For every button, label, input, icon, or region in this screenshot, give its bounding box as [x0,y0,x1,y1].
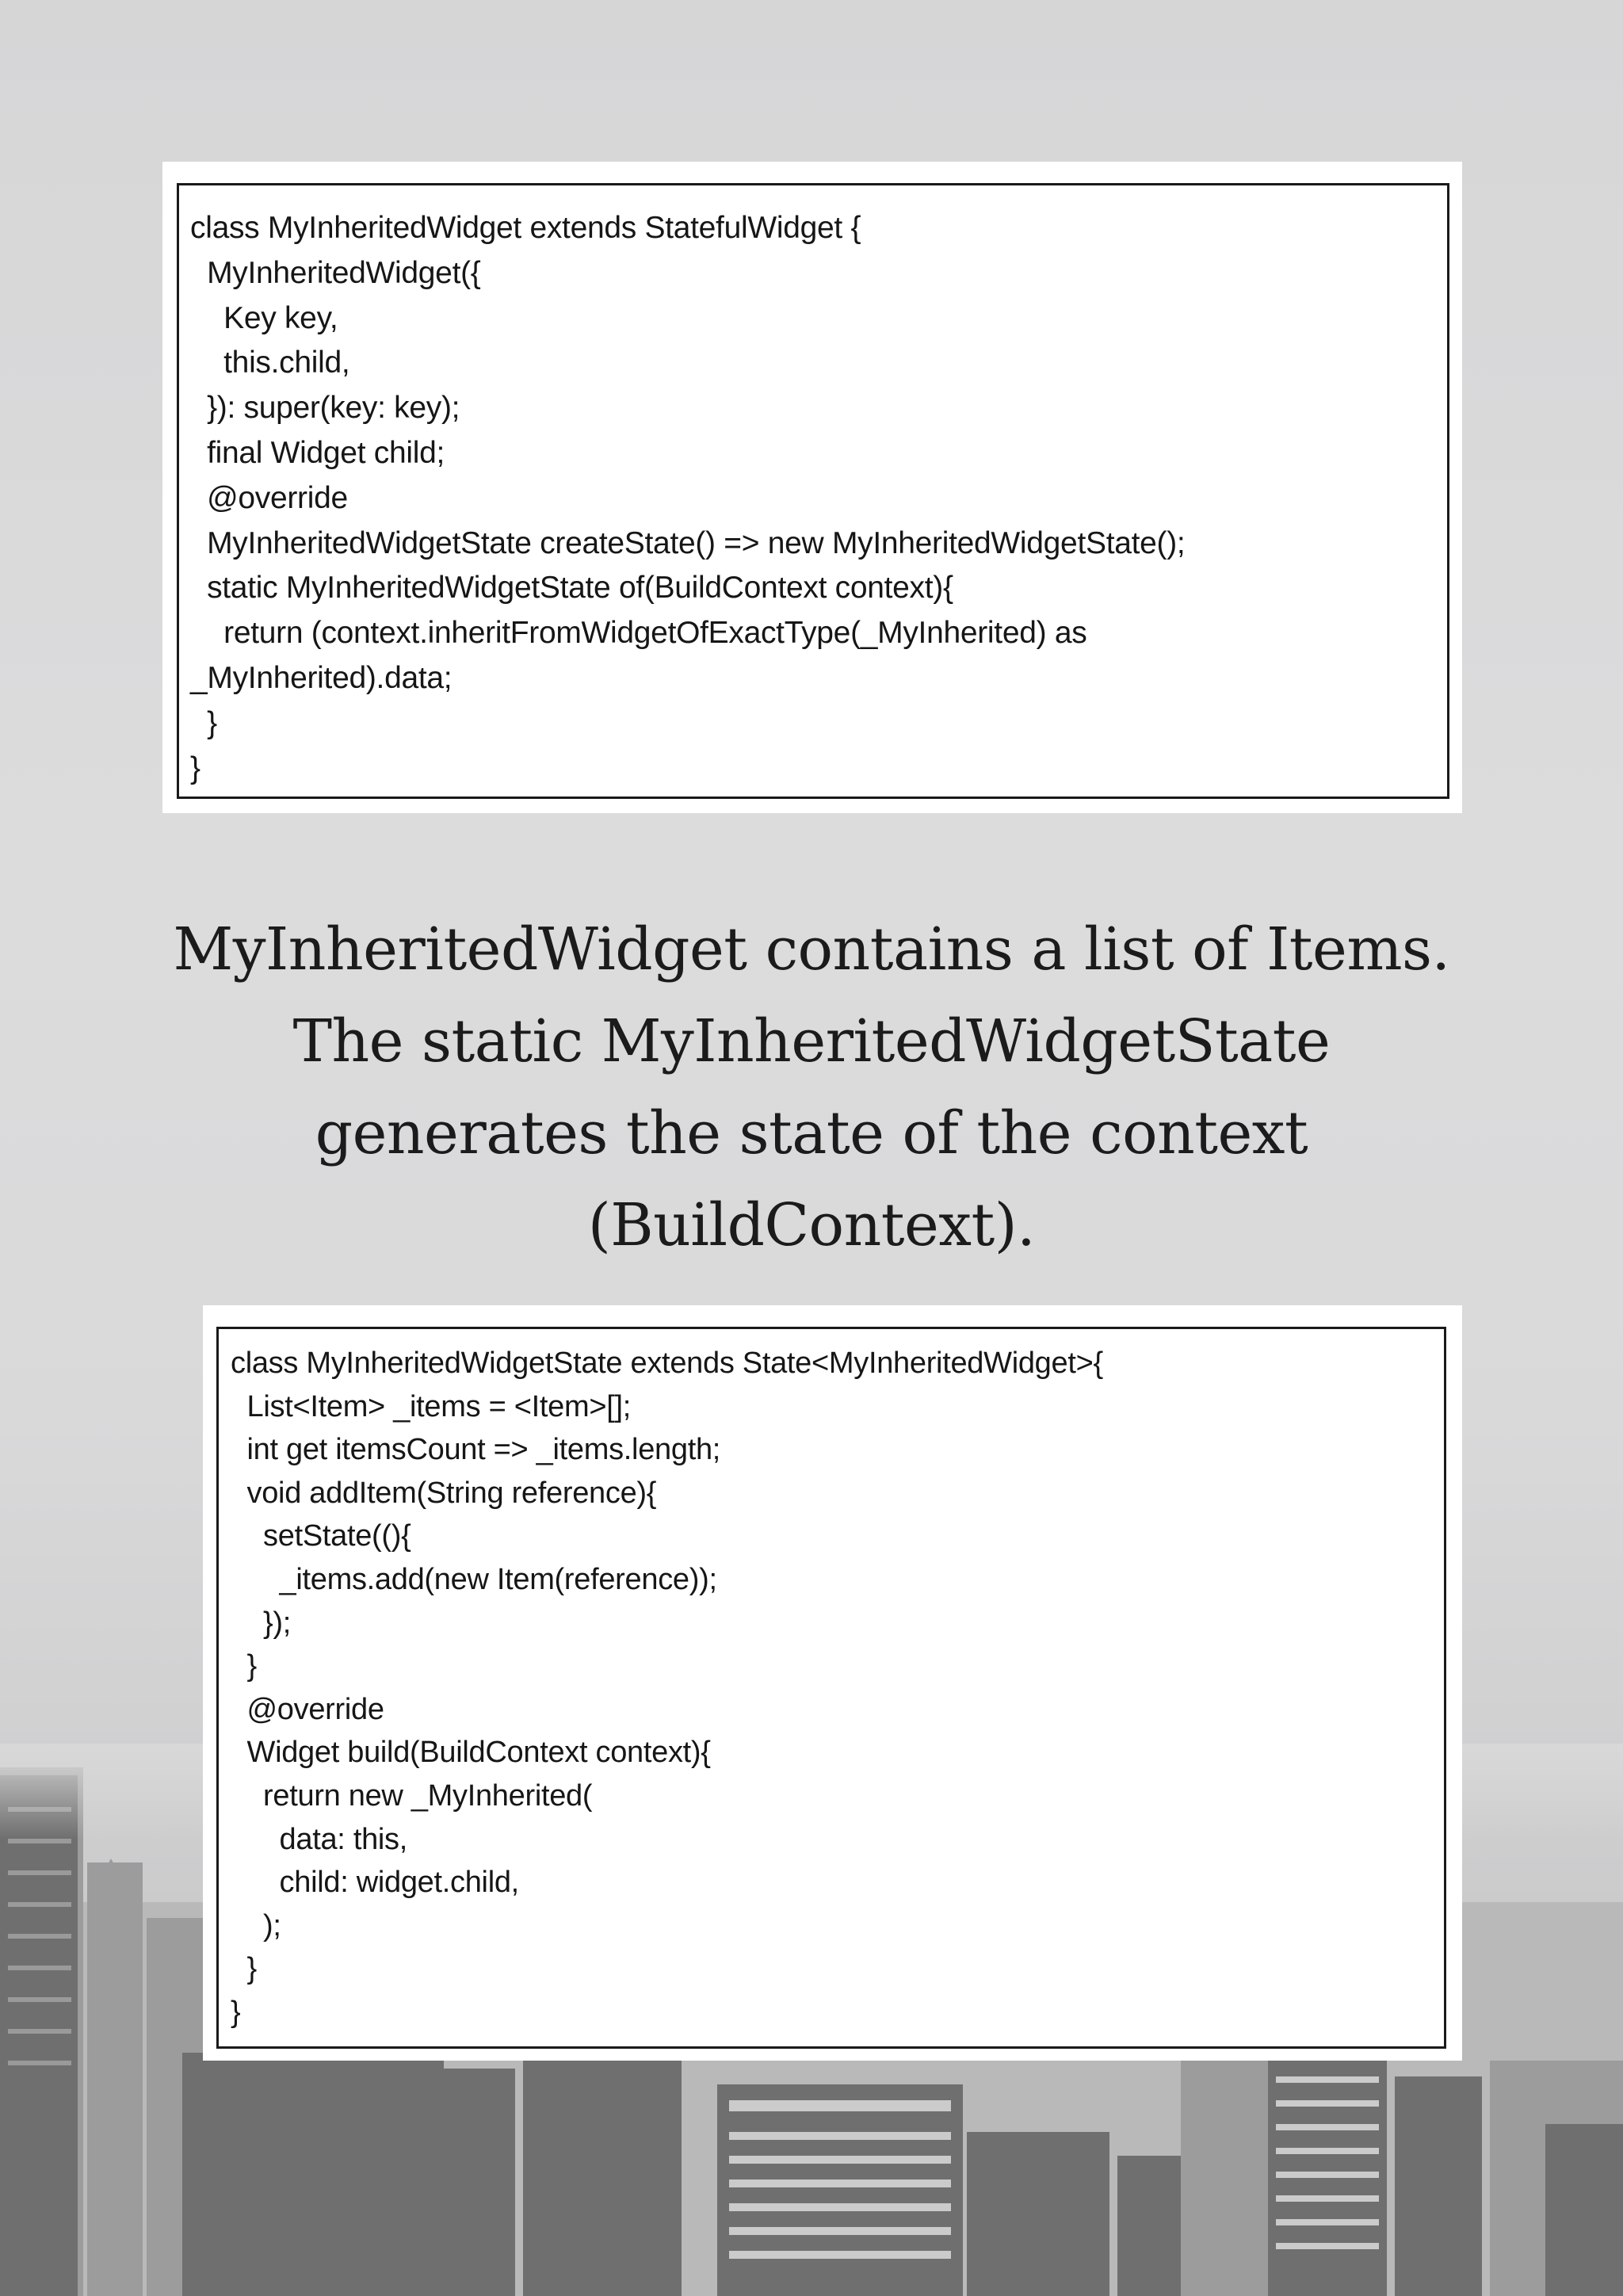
explanation-caption [98,904,1525,1271]
code-line: setState((){ [231,1519,411,1553]
code-line: int get itemsCount => _items.length; [231,1433,721,1467]
code-line: } [190,705,217,740]
code-line: }): super(key: key); [190,391,460,426]
code-line: MyInheritedWidgetState createState() => new MyInheritedWidgetState(); [190,525,1186,560]
code-line: class MyInheritedWidgetState extends State<MyInheritedWidget>{ [231,1347,1103,1380]
code-line: }); [231,1606,292,1640]
code-line: void addItem(String reference){ [231,1476,657,1510]
caption-line: MyInheritedWidget contains a list of Items. [173,915,1450,984]
code-line: return (context.inheritFromWidgetOfExactType(_MyInherited) as [190,616,1087,651]
code-snippet-frame-1 [177,183,1449,799]
code-line: } [190,751,200,785]
code-line: } [231,1995,241,2029]
code-line: } [231,1649,257,1683]
code-line: this.child, [190,346,350,380]
code-line: _items.add(new Item(reference)); [231,1562,717,1596]
code-line: List<Item> _items = <Item>[]; [231,1389,631,1423]
code-snippet-card-1 [162,162,1462,813]
code-line: child: widget.child, [231,1866,519,1900]
code-line: } [231,1952,257,1986]
code-snippet-2 [231,1342,1103,2034]
code-line: MyInheritedWidget({ [190,255,481,290]
code-snippet-1 [190,206,1185,791]
code-line: Key key, [190,300,338,335]
code-line: @override [231,1692,384,1726]
code-line: _MyInherited).data; [190,660,453,695]
code-line: Widget build(BuildContext context){ [231,1736,711,1770]
code-line: ); [231,1908,281,1943]
caption-line: generates the state of the context [315,1099,1308,1167]
code-line: class MyInheritedWidget extends StatefulWidget { [190,211,861,245]
code-snippet-frame-2 [216,1327,1446,2049]
code-line: return new _MyInherited( [231,1778,593,1813]
code-line: @override [190,480,348,515]
code-line: final Widget child; [190,435,445,470]
code-snippet-card-2 [203,1305,1462,2061]
caption-line: (BuildContext). [587,1191,1036,1259]
code-line: data: this, [231,1822,408,1856]
caption-line: The static MyInheritedWidgetState [292,1007,1331,1075]
code-line: static MyInheritedWidgetState of(BuildContext context){ [190,571,953,606]
